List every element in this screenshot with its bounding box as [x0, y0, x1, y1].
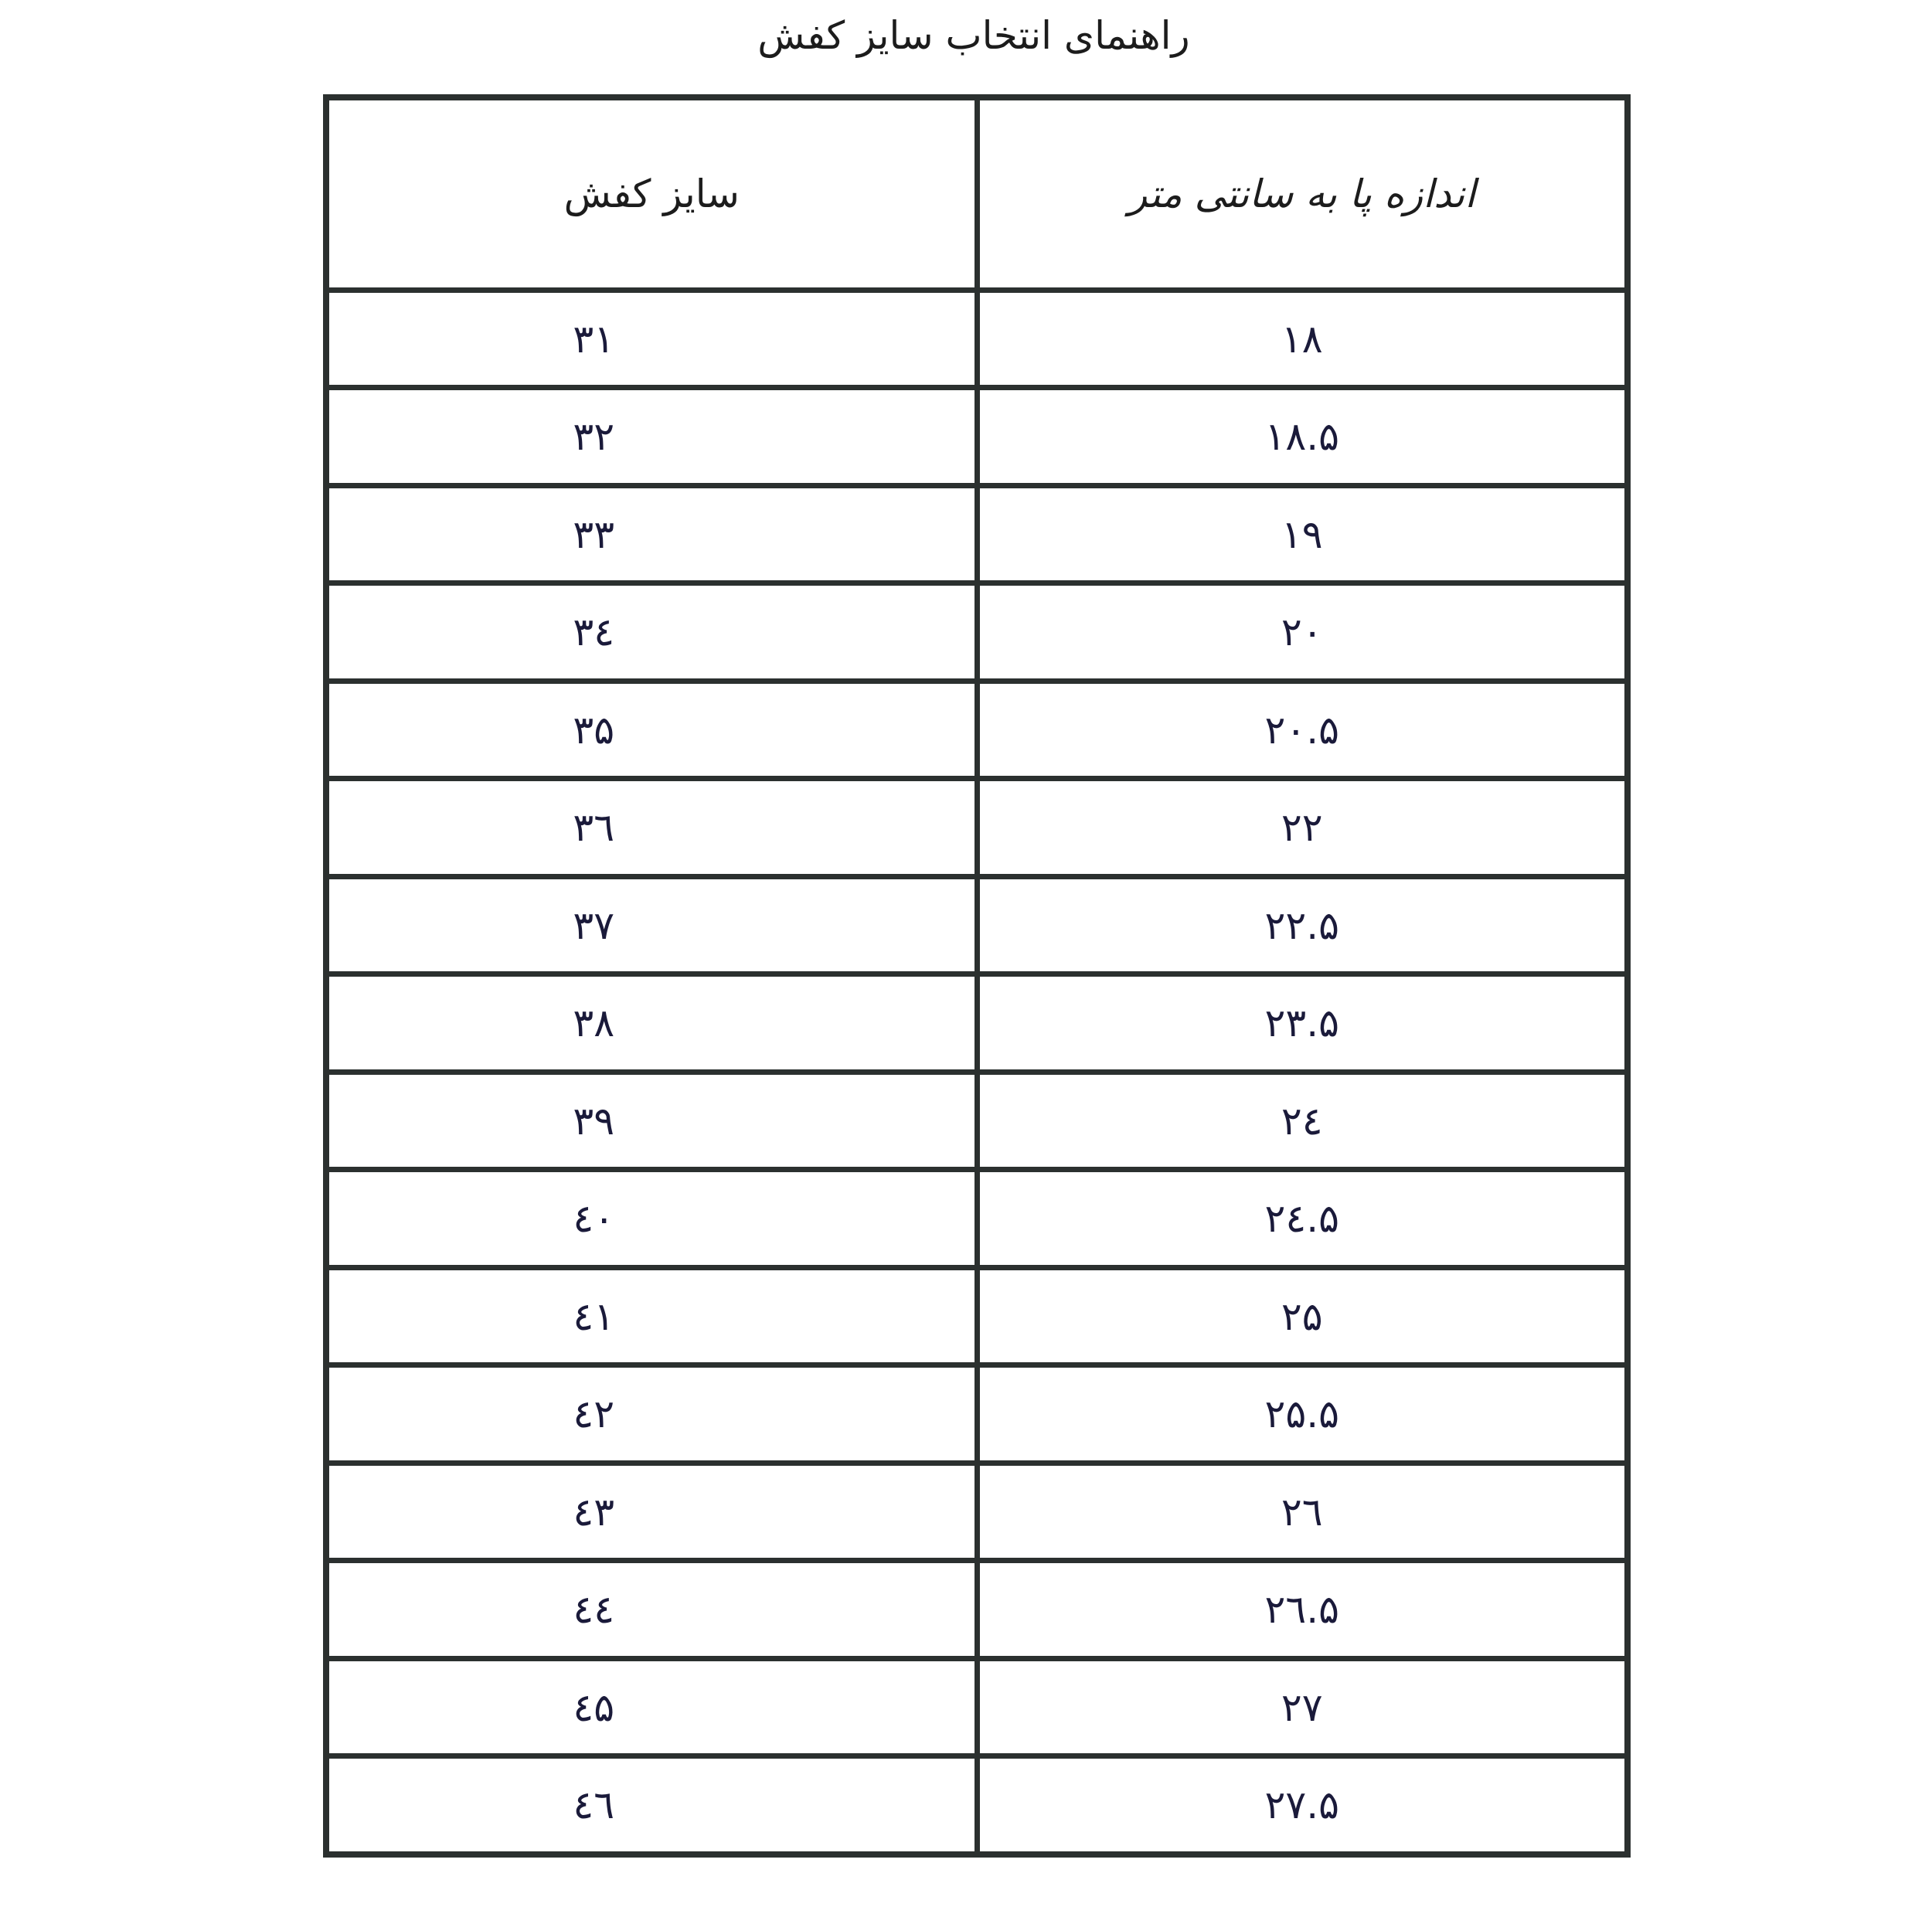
- foot-length-value: ۲۲.۵: [1264, 903, 1339, 948]
- shoe-size-value: ٤۳: [573, 1489, 615, 1535]
- table-row: [326, 876, 1628, 974]
- foot-length-cell: [977, 681, 1628, 778]
- table-row: [326, 388, 1628, 485]
- header-foot-length: اندازه پا به سانتی متر: [977, 97, 1628, 291]
- shoe-size-cell: [326, 681, 977, 778]
- shoe-size-cell: [326, 876, 977, 974]
- table-row: [326, 583, 1628, 681]
- shoe-size-cell: [326, 485, 977, 583]
- foot-length-cell: [977, 291, 1628, 388]
- shoe-size-cell: [326, 1756, 977, 1854]
- table-row: [326, 1072, 1628, 1169]
- foot-length-cell: [977, 485, 1628, 583]
- foot-length-value: ۲٤.۵: [1264, 1196, 1339, 1242]
- foot-length-cell: [977, 1170, 1628, 1267]
- table-row: [326, 1365, 1628, 1463]
- foot-length-value: ۲۰: [1281, 610, 1323, 655]
- foot-length-cell: [977, 1658, 1628, 1756]
- table-body: [326, 291, 1628, 1855]
- foot-length-cell: [977, 583, 1628, 681]
- table-row: [326, 1463, 1628, 1560]
- shoe-size-cell: [326, 1658, 977, 1756]
- foot-length-cell: [977, 1267, 1628, 1365]
- foot-length-cell: [977, 388, 1628, 485]
- size-guide-table: [323, 94, 1631, 1858]
- shoe-size-cell: [326, 291, 977, 388]
- shoe-size-value: ٤۰: [573, 1196, 615, 1242]
- shoe-size-value: ٤۵: [573, 1684, 615, 1730]
- shoe-size-cell: [326, 1072, 977, 1169]
- shoe-size-cell: [326, 974, 977, 1072]
- table-row: [326, 681, 1628, 778]
- foot-length-cell: [977, 974, 1628, 1072]
- foot-length-value: ۲۷.۵: [1264, 1783, 1339, 1828]
- table-row: [326, 485, 1628, 583]
- foot-length-cell: [977, 876, 1628, 974]
- shoe-size-cell: [326, 1561, 977, 1658]
- foot-length-value: ۱۸: [1281, 316, 1323, 362]
- page-title: راهنمای انتخاب سایز کفش: [757, 13, 1190, 58]
- shoe-size-value: ٤٤: [573, 1587, 615, 1633]
- foot-length-value: ۲۷: [1281, 1684, 1323, 1730]
- foot-length-cell: [977, 1365, 1628, 1463]
- shoe-size-value: ۳۹: [573, 1098, 615, 1144]
- shoe-size-value: ٤۱: [573, 1293, 615, 1339]
- shoe-size-cell: [326, 583, 977, 681]
- foot-length-cell: [977, 1756, 1628, 1854]
- table-row: [326, 1658, 1628, 1756]
- foot-length-value: ۲٤: [1281, 1098, 1323, 1144]
- foot-length-value: ۲۳.۵: [1264, 1001, 1339, 1046]
- shoe-size-value: ٤۲: [573, 1392, 615, 1437]
- shoe-size-value: ۳۸: [573, 1001, 615, 1046]
- table-row: [326, 1756, 1628, 1854]
- shoe-size-value: ۳۷: [573, 903, 615, 948]
- foot-length-value: ۲۲: [1281, 805, 1323, 851]
- shoe-size-value: ۳۳: [573, 512, 615, 557]
- foot-length-cell: [977, 1561, 1628, 1658]
- shoe-size-value: ۳۱: [573, 316, 615, 362]
- shoe-size-cell: [326, 779, 977, 876]
- table-row: [326, 1170, 1628, 1267]
- foot-length-value: ۲۵.۵: [1264, 1392, 1339, 1437]
- shoe-size-cell: [326, 1170, 977, 1267]
- shoe-size-value: ۳۵: [573, 707, 615, 753]
- table-row: [326, 974, 1628, 1072]
- table-row: [326, 291, 1628, 388]
- foot-length-value: ۲٦: [1281, 1489, 1323, 1535]
- shoe-size-value: ۳۲: [573, 414, 615, 460]
- shoe-size-cell: [326, 1267, 977, 1365]
- shoe-size-value: ٤٦: [573, 1783, 615, 1828]
- shoe-size-value: ۳٤: [573, 610, 615, 655]
- table-row: [326, 1561, 1628, 1658]
- foot-length-value: ۲٦.۵: [1264, 1587, 1339, 1633]
- shoe-size-cell: [326, 388, 977, 485]
- header-shoe-size: سایز کفش: [326, 97, 977, 291]
- foot-length-value: ۱۸.۵: [1264, 414, 1339, 460]
- foot-length-value: ۲۰.۵: [1264, 707, 1339, 753]
- shoe-size-cell: [326, 1365, 977, 1463]
- foot-length-value: ۲۵: [1281, 1293, 1323, 1339]
- table-row: [326, 1267, 1628, 1365]
- foot-length-cell: [977, 779, 1628, 876]
- header-row: [326, 97, 1628, 291]
- foot-length-value: ۱۹: [1281, 512, 1323, 557]
- shoe-size-value: ۳٦: [573, 805, 615, 851]
- foot-length-cell: [977, 1072, 1628, 1169]
- foot-length-cell: [977, 1463, 1628, 1560]
- table-row: [326, 779, 1628, 876]
- shoe-size-cell: [326, 1463, 977, 1560]
